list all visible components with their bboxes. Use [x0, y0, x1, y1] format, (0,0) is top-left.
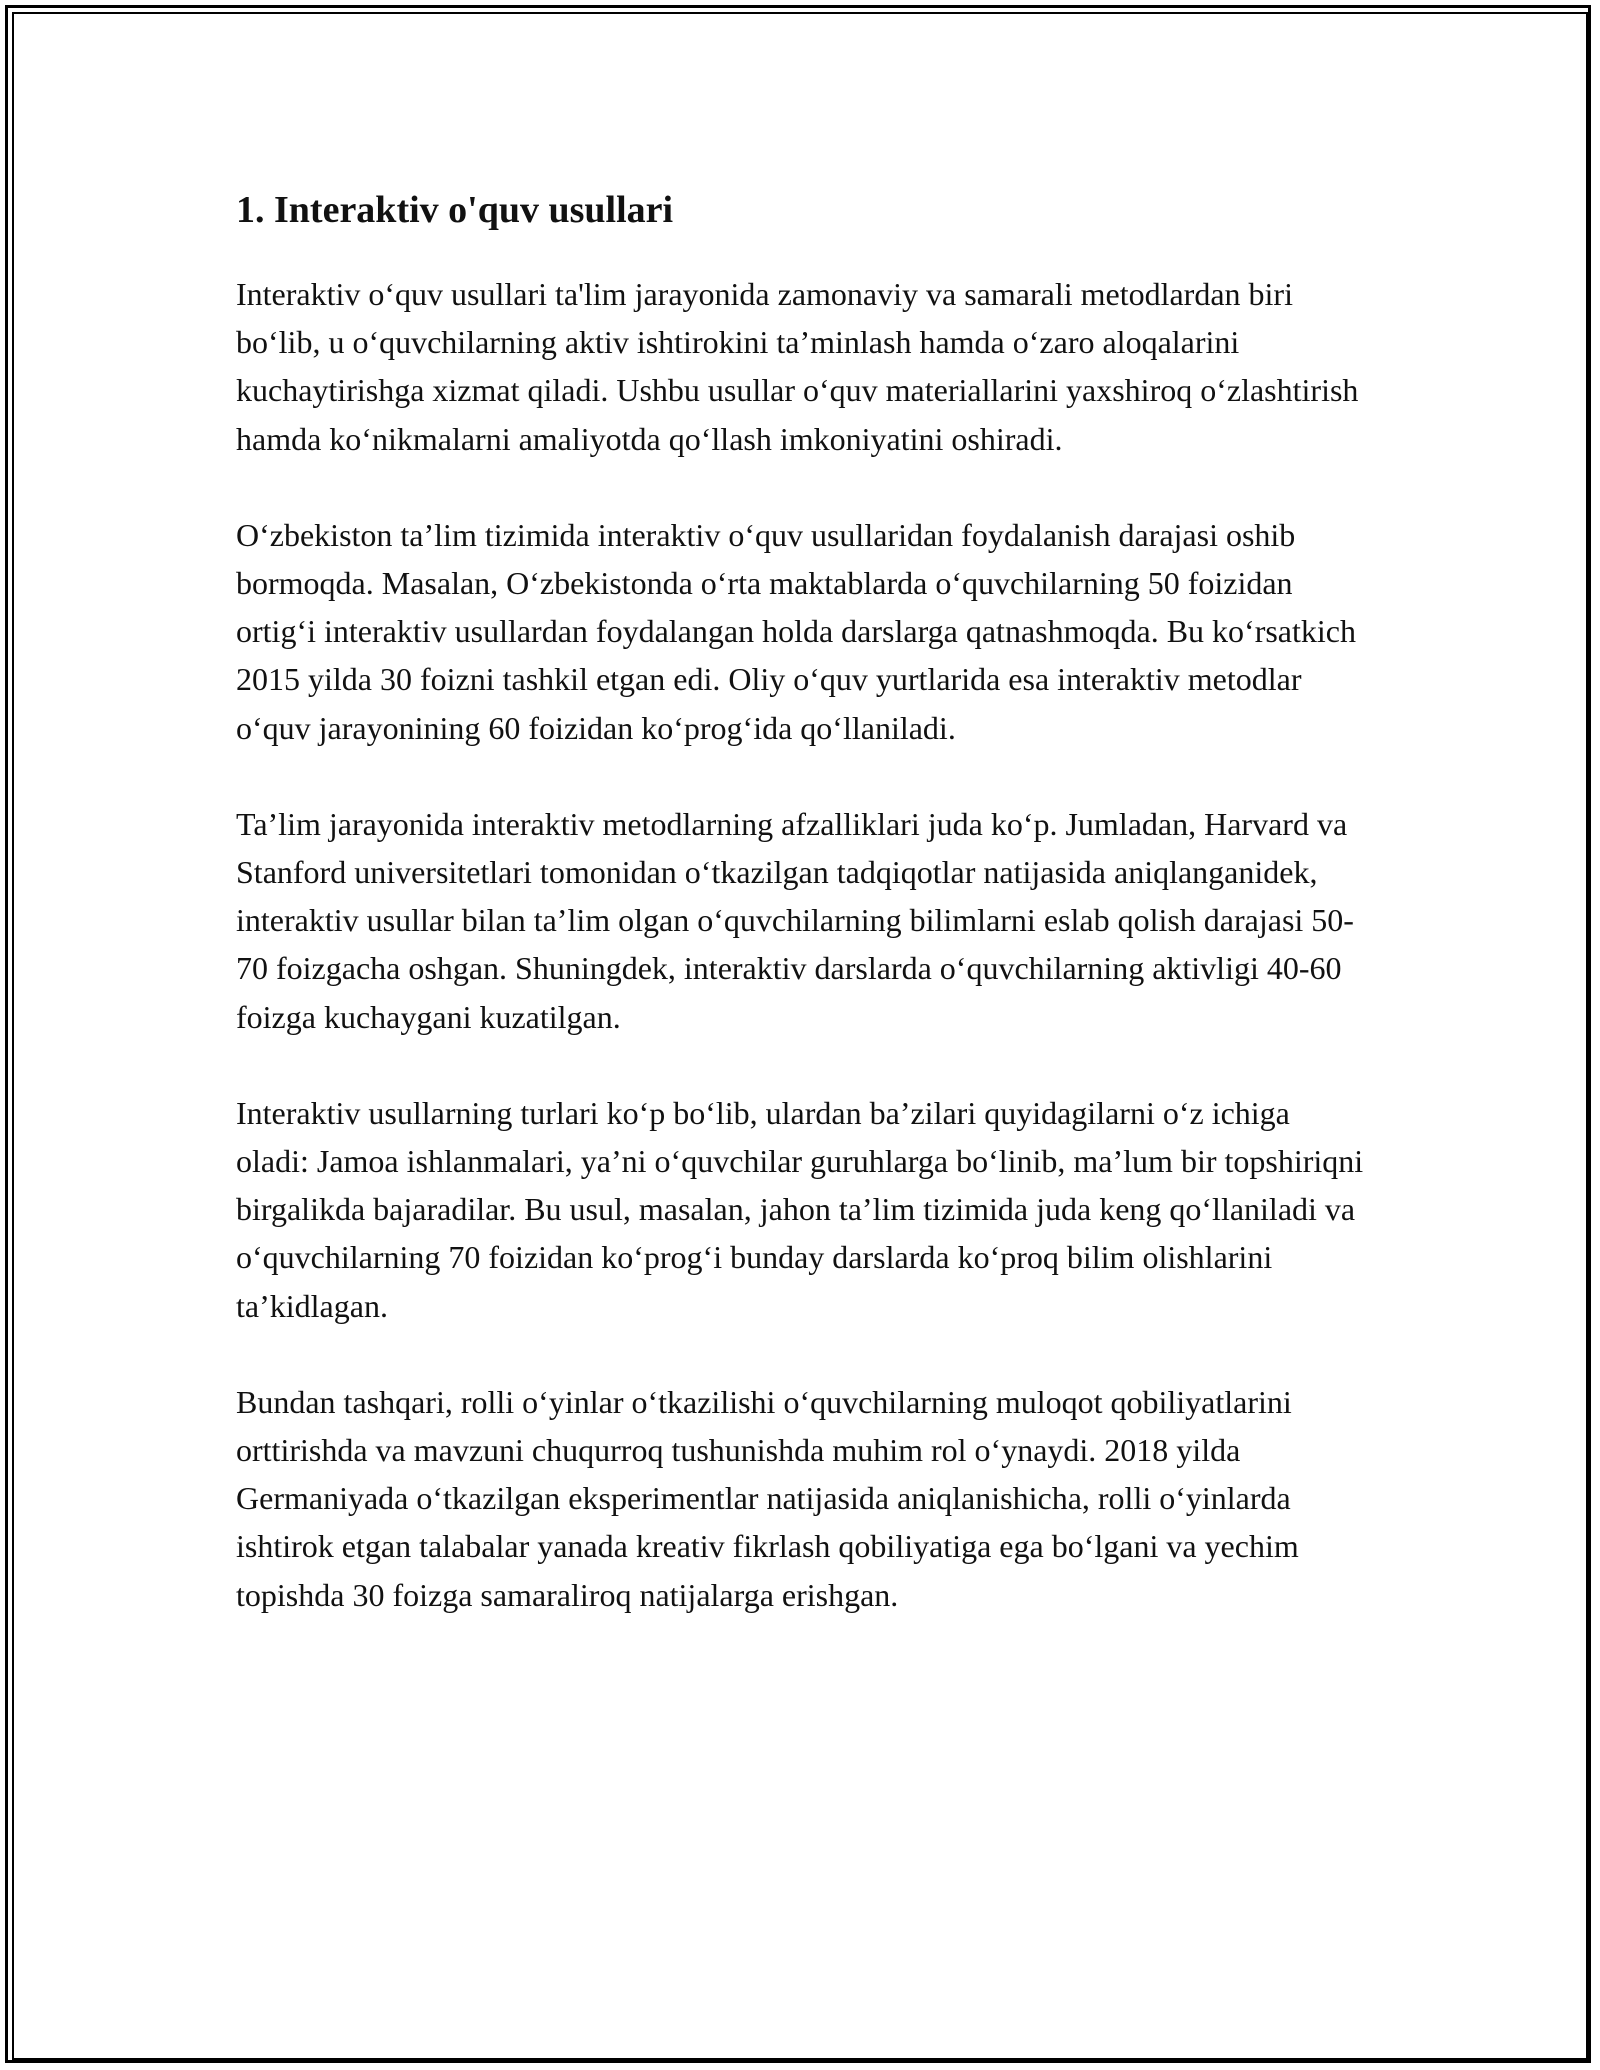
- paragraph-intro: Interaktiv o‘quv usullari ta'lim jarayonida zamonaviy va samarali metodlardan biri bo‘lib, u o‘quvchilarning aktiv ishtirokini ta’minlash hamda o‘zaro aloqalarini kuchaytirishga xizmat qiladi. Ushbu usullar o‘quv materiallarini yaxshiroq o‘zlashtirish hamda ko‘nikmalarni amaliyotda qo‘llash imkoniyatini oshiradi.: [236, 276, 1359, 457]
- document-body: [236, 186, 1366, 1667]
- section-heading: 1. Interaktiv o'quv usullari: [236, 189, 674, 231]
- paragraph-advantages: Ta’lim jarayonida interaktiv metodlarning afzalliklari juda ko‘p. Jumladan, Harvard va Stanford universitetlari tomonidan o‘tkazilgan tadqiqotlar natijasida aniqlanganidek, interaktiv usullar bilan ta’lim olgan o‘quvchilarning bilimlarni eslab qolish darajasi 50-70 foizgacha oshgan. Shuningdek, interaktiv darslarda o‘quvchilarning aktivligi 40-60 foizga kuchaygani kuzatilgan.: [236, 805, 1354, 1035]
- paragraph-method-types: Interaktiv usullarning turlari ko‘p bo‘lib, ulardan ba’zilari quyidagilarni o‘z ichiga oladi: Jamoa ishlanmalari, ya’ni o‘quvchilar guruhlarga bo‘linib, ma’lum bir topshiriqni birgalikda bajaradilar. Bu usul, masalan, jahon ta’lim tizimida juda keng qo‘llaniladi va o‘quvchilarning 70 foizidan ko‘prog‘i bunday darslarda ko‘proq bilim olishlarini ta’kidlagan.: [236, 1094, 1364, 1324]
- paragraph-role-play: Bundan tashqari, rolli o‘yinlar o‘tkazilishi o‘quvchilarning muloqot qobiliyatlarini orttirishda va mavzuni chuqurroq tushunishda muhim rol o‘ynaydi. 2018 yilda Germaniyada o‘tkazilgan eksperimentlar natijasida aniqlanishicha, rolli o‘yinlarda ishtirok etgan talabalar yanada kreativ fikrlash qobiliyatiga ega bo‘lgani va yechim topishda 30 foizga samaraliroq natijalarga erishgan.: [236, 1383, 1299, 1613]
- paragraph-uzbekistan-stats: O‘zbekiston ta’lim tizimida interaktiv o‘quv usullaridan foydalanish darajasi oshib bormoqda. Masalan, O‘zbekistonda o‘rta maktablarda o‘quvchilarning 50 foizidan ortig‘i interaktiv usullardan foydalangan holda darslarga qatnashmoqda. Bu ko‘rsatkich 2015 yilda 30 foizni tashkil etgan edi. Oliy o‘quv yurtlarida esa interaktiv metodlar o‘quv jarayonining 60 foizidan ko‘prog‘ida qo‘llaniladi.: [236, 516, 1356, 746]
